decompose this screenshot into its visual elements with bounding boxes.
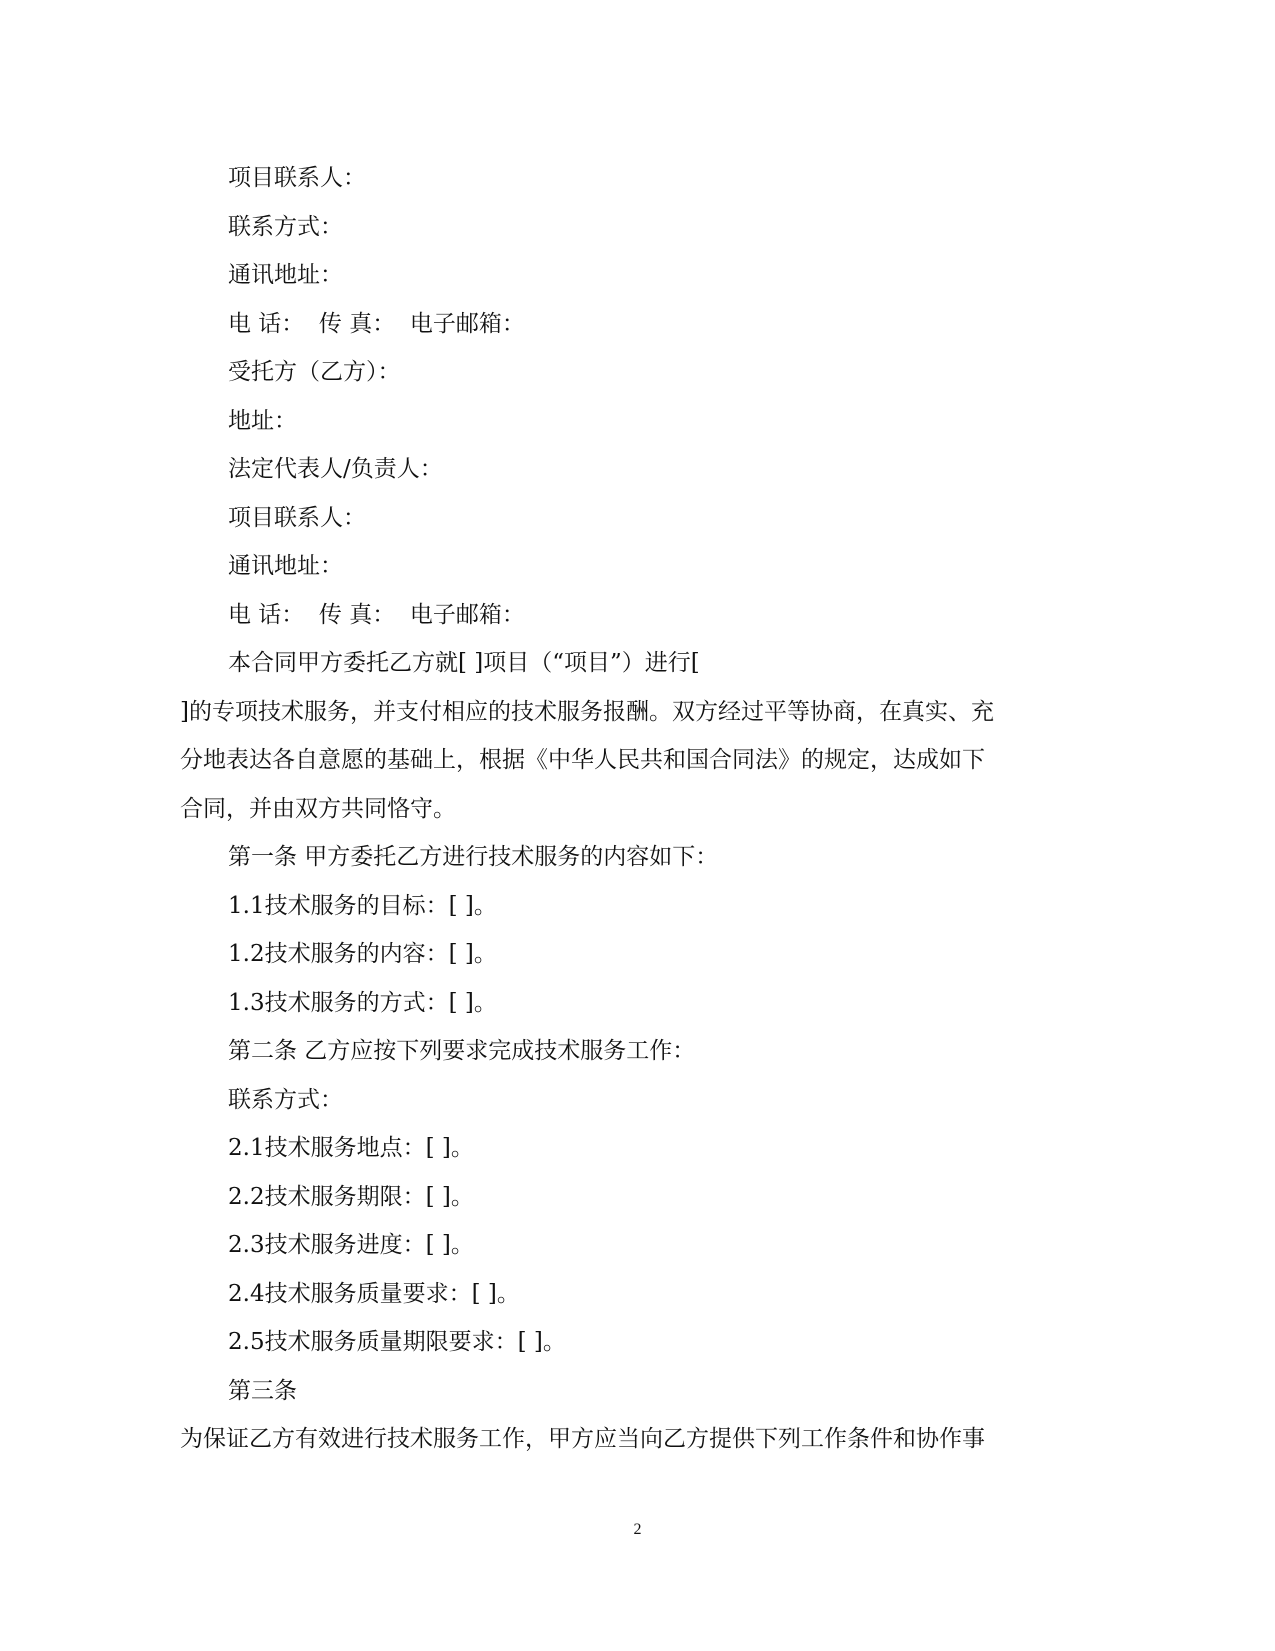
text-line: 电 话： 传 真： 电子邮箱： [228, 601, 525, 628]
text-line: 本合同甲方委托乙方就[ ]项目（“项目”）进行[ [228, 650, 700, 676]
text-line: 联系方式： [228, 1086, 343, 1113]
text-line: 为保证乙方有效进行技术服务工作，甲方应当向乙方提供下列工作条件和协作事 [180, 1426, 985, 1452]
text-line: 合同，并由双方共同恪守。 [180, 795, 456, 822]
text-line: 项目联系人： [228, 504, 366, 531]
text-line: 通讯地址： [228, 262, 343, 288]
text-line: 2.3技术服务进度：[ ]。 [228, 1232, 474, 1258]
text-line: 项目联系人： [228, 165, 366, 191]
text-line: 法定代表人/负责人： [228, 456, 443, 482]
text-line: 1.1技术服务的目标：[ ]。 [228, 892, 497, 919]
text-line: 第一条 甲方委托乙方进行技术服务的内容如下： [228, 844, 719, 870]
text-line: 2.1技术服务地点：[ ]。 [228, 1135, 474, 1161]
text-line: 电 话： 传 真： 电子邮箱： [228, 310, 525, 337]
text-line: 通讯地址： [228, 553, 343, 579]
text-line: 2.4技术服务质量要求：[ ]。 [228, 1280, 520, 1307]
text-line: ]的专项技术服务，并支付相应的技术服务报酬。双方经过平等协商，在真实、充 [180, 698, 994, 725]
text-line: 1.3技术服务的方式：[ ]。 [228, 989, 497, 1016]
text-line: 受托方（乙方）： [228, 359, 401, 385]
text-line: 第三条 [228, 1377, 297, 1404]
text-line: 地址： [228, 407, 297, 434]
text-line: 分地表达各自意愿的基础上，根据《中华人民共和国合同法》的规定，达成如下 [180, 747, 985, 773]
text-line: 2.5技术服务质量期限要求：[ ]。 [228, 1329, 566, 1355]
document-body [180, 154, 1080, 1464]
text-line: 1.2技术服务的内容：[ ]。 [228, 941, 497, 967]
text-line: 联系方式： [228, 213, 343, 240]
page-number: 2 [633, 1521, 642, 1538]
text-line: 2.2技术服务期限：[ ]。 [228, 1183, 474, 1210]
text-line: 第二条 乙方应按下列要求完成技术服务工作： [228, 1038, 696, 1064]
